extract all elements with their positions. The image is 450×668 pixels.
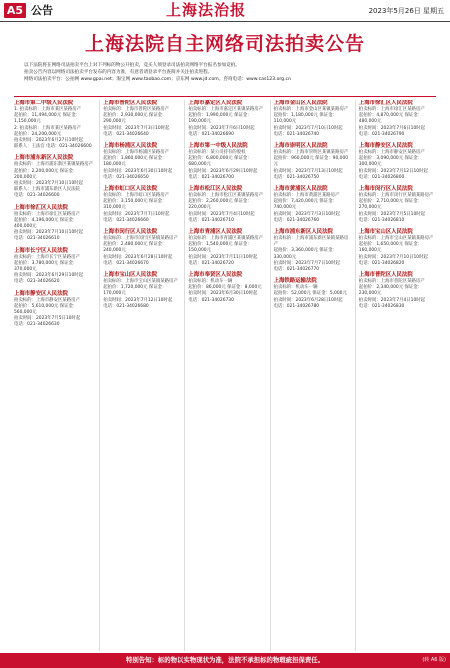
notice-line: 拍卖时间：2023年7月10日10时起 bbox=[14, 230, 84, 236]
notice-line: 联系人：王法官 电话：021-34026600 bbox=[14, 144, 92, 150]
issue-date: 2023年5月26日 星期五 bbox=[368, 7, 444, 15]
notice-line: 电话：021-34026640 bbox=[103, 131, 149, 137]
notice-line: 起拍价：11,494,000元 保证金：1,150,000元 bbox=[14, 113, 81, 125]
auction-notice bbox=[14, 100, 95, 150]
auction-notice bbox=[14, 248, 95, 286]
notice-column bbox=[355, 100, 436, 651]
court-name: 上海市普陀区人民法院 bbox=[358, 272, 413, 279]
notice-line: 电话：021-34026650 bbox=[103, 174, 149, 180]
notice-line: 电话：021-34026620 bbox=[14, 279, 60, 285]
court-name: 上海市闵行区人民法院 bbox=[103, 229, 158, 236]
notice-line: 拍卖时间：2023年6月29日10时起 bbox=[188, 168, 258, 174]
notice-line: 电话：021-34026690 bbox=[188, 131, 234, 137]
court-name: 上海市宝山区人民法院 bbox=[103, 272, 158, 279]
notice-column bbox=[184, 100, 265, 651]
notice-line: 起拍价：5,610,000元 保证金：560,000元 bbox=[14, 303, 78, 316]
notice-column bbox=[14, 100, 95, 651]
notice-line: 起拍价：3,150,000元 保证金：310,000元 bbox=[103, 199, 167, 211]
court-name: 上海市松江区人民法院 bbox=[188, 186, 243, 193]
notice-line: 起拍价：3,090,000元 保证金：300,000元 bbox=[358, 156, 423, 168]
court-name: 上海市崇明区人民法院 bbox=[273, 143, 328, 150]
notice-line: 拍卖标的：上海市杨浦区某路房产 bbox=[103, 150, 170, 156]
notice-line: 起拍价：2,930,000元 保证金：290,000元 bbox=[103, 113, 167, 125]
auction-notice bbox=[103, 100, 180, 138]
notice-line: 电话：021-34026820 bbox=[358, 260, 405, 266]
notice-line: 拍卖标的：上海市宝山区某镇某路房产 bbox=[103, 279, 178, 285]
court-name: 上海市嘉定区人民法院 bbox=[188, 100, 243, 106]
notice-line: 电话：021-34026720 bbox=[188, 260, 234, 266]
auction-notice bbox=[14, 291, 95, 329]
court-name: 上海市宝山区人民法院 bbox=[358, 229, 413, 236]
court-name: 上海市青浦区人民法院 bbox=[188, 229, 243, 236]
page-header bbox=[0, 0, 450, 22]
auction-notice bbox=[274, 229, 351, 273]
notice-line: 起拍价：2,200,000元 保证金：200,000元 bbox=[14, 168, 78, 180]
notice-line: 电话：021-34026740 bbox=[273, 131, 320, 137]
notice-line: 拍卖时间：2023年7月6日10时起 bbox=[358, 125, 426, 131]
notice-line: 拍卖标的：上海市徐汇区某路房产 bbox=[14, 211, 80, 217]
auction-notice bbox=[188, 186, 265, 224]
notice-line: 拍卖标的：上海市嘉定区某镇某路房产 bbox=[188, 107, 264, 112]
notice-line: 电话：021-34026760 bbox=[273, 217, 320, 223]
notice-line: 起拍价：4,196,000元 保证金：400,000元 bbox=[14, 217, 78, 230]
court-name: 上海市第二中级人民法院 bbox=[14, 100, 74, 106]
notice-line: 拍卖标的：上海市黄浦区某路房产 bbox=[273, 193, 340, 199]
notice-line: 拍卖时间：2023年6月28日10时起 bbox=[273, 297, 343, 303]
notice-line: 拍卖时间：2023年7月11日10时起 bbox=[188, 254, 258, 260]
notice-line: 拍卖标的：上海市浦东新区某镇某路房产 bbox=[14, 162, 94, 168]
newspaper-masthead: 上海法治报 bbox=[166, 1, 247, 19]
notice-line: 拍卖标的：上海市崇明区某镇某路房产 bbox=[273, 150, 349, 156]
notice-line: 联系人：上海市浦东新区人民法院 bbox=[14, 187, 80, 193]
auction-notice bbox=[359, 186, 436, 224]
notice-line: 电话：021-34026670 bbox=[103, 260, 149, 266]
auction-notice bbox=[274, 278, 351, 310]
notice-line: 拍卖标的：上海市浦东新区某镇某路房产 bbox=[273, 236, 349, 248]
court-name: 上海市普陀区人民法院 bbox=[103, 100, 158, 106]
auction-notice bbox=[274, 100, 351, 138]
footer-notice: 特别告知：标的物以实物现状为准，法院不承担标的物瑕疵担保责任。 bbox=[125, 656, 325, 664]
notice-line: 拍卖时间：2023年7月10日10时起 bbox=[14, 181, 84, 187]
auction-columns bbox=[14, 100, 436, 651]
notice-line: 拍卖时间：2023年7月3日10时起 bbox=[103, 125, 170, 131]
auction-notice bbox=[359, 143, 436, 181]
auction-notice bbox=[188, 100, 265, 138]
notice-line: 拍卖时间：2023年7月12日10时起 bbox=[103, 297, 173, 303]
notice-line: 拍卖时间：2023年6月29日10时起 bbox=[14, 273, 84, 279]
court-name: 上海市长宁区人民法院 bbox=[14, 247, 68, 254]
notice-line: 起拍价：1,860,000元 保证金：180,000元 bbox=[103, 156, 167, 168]
notice-line: 起拍价：6,800,000元 保证金：680,000元 bbox=[188, 156, 252, 168]
auction-notice bbox=[359, 272, 436, 310]
section-name: 公告 bbox=[31, 4, 53, 17]
court-name: 上海市金山区人民法院 bbox=[273, 100, 328, 106]
notice-line: 拍卖时间：2023年6月30日10时起 bbox=[188, 291, 258, 297]
notice-line: 拍卖时间：2023年7月7日10时起 bbox=[273, 260, 340, 266]
notice-line: 电话：021-34026800 bbox=[358, 174, 405, 180]
notice-line: 起拍价：1,180,000元 保证金：110,000元 bbox=[273, 113, 337, 125]
auction-notice bbox=[188, 143, 265, 181]
auction-notice bbox=[103, 229, 180, 267]
notice-line: 拍卖时间：2023年7月3日10时起 bbox=[273, 211, 340, 217]
notice-line: 电话：021-34026600 bbox=[14, 193, 60, 199]
notice-line: 电话：021-34026630 bbox=[14, 322, 60, 328]
section-divider bbox=[14, 96, 436, 97]
notice-line: 起拍价：1,990,000元 保证金：190,000元 bbox=[188, 113, 252, 125]
auction-notice bbox=[103, 272, 180, 310]
auction-notice bbox=[14, 205, 95, 243]
notice-line: 拍卖标的：上海市金山区某镇某路房产 bbox=[273, 107, 349, 112]
court-name: 上海市徐汇区人民法院 bbox=[358, 100, 413, 106]
notice-line: 拍卖时间：2023年7月10日10时起 bbox=[358, 254, 428, 260]
notice-line: 拍卖时间：2023年7月5日10时起 bbox=[14, 316, 81, 322]
notice-line: 拍卖时间：2023年6月27日10时起 bbox=[14, 138, 84, 144]
notice-line: 电话：021-34026810 bbox=[358, 217, 405, 223]
auction-notice bbox=[359, 229, 436, 267]
notice-line: 电话：021-34026770 bbox=[273, 267, 320, 273]
notice-line: 起拍价：2,480,000元 保证金：240,000元 bbox=[103, 242, 167, 254]
notice-line: 起拍价：7,420,000元 保证金：740,000元 bbox=[273, 199, 337, 211]
court-name: 上海市浦东新区人民法院 bbox=[273, 229, 333, 236]
notice-line: 起拍价：1,650,000元 保证金：160,000元 bbox=[358, 242, 423, 254]
notice-line: 拍卖标的：某公司持有的股权 bbox=[188, 150, 246, 156]
notice-line: 电话：021-34026780 bbox=[273, 303, 320, 309]
notice-line: 拍卖标的：上海市静安区某路房产 bbox=[14, 297, 80, 303]
notice-line: 拍卖时间：2023年7月13日10时起 bbox=[273, 168, 343, 174]
notice-line: 起拍价：3,360,000元 保证金：330,000元 bbox=[273, 248, 337, 260]
continued-note: (转 A6 版) bbox=[422, 657, 446, 663]
notice-line: 起拍价：24,200,000元 bbox=[14, 131, 62, 137]
notice-line: 起拍价：3,780,000元 保证金：370,000元 bbox=[14, 260, 78, 273]
intro-paragraph: 拍卖公告内容以网络司法拍卖平台发布的内容为准，有意者请登录平台查阅并关注拍卖进程。 bbox=[24, 70, 213, 75]
notice-column bbox=[270, 100, 351, 651]
auction-notice bbox=[103, 143, 180, 181]
notice-line: 电话：021-34026660 bbox=[103, 217, 149, 223]
notice-line: 起拍价：960,000元 保证金：90,000元 bbox=[273, 156, 349, 168]
court-name: 上海市静安区人民法院 bbox=[358, 143, 413, 150]
notice-line: 起拍价：1,720,000元 保证金：170,000元 bbox=[103, 285, 167, 297]
notice-line: 电话：021-34026700 bbox=[188, 174, 234, 180]
notice-line: 拍卖时间：2023年7月4日10时起 bbox=[188, 211, 255, 217]
notice-line: 拍卖时间：2023年7月5日10时起 bbox=[358, 211, 426, 217]
notice-line: 起拍价：52,000元 保证金：5,000元 bbox=[273, 291, 347, 297]
notice-line: 拍卖时间：2023年7月10日10时起 bbox=[273, 125, 343, 131]
court-name: 上海铁路运输法院 bbox=[273, 278, 317, 285]
notice-line: 拍卖标的：上海市徐汇区某路房产 bbox=[358, 107, 425, 112]
notice-line: 电话：021-34026830 bbox=[358, 303, 405, 309]
notice-line: 拍卖标的：上海市闵行区某镇某路房产 bbox=[103, 236, 178, 242]
court-name: 上海市静安区人民法院 bbox=[14, 290, 68, 297]
auction-notice bbox=[188, 272, 265, 304]
notice-line: 1. 拍卖标的：上海市某区某路房产 bbox=[14, 107, 82, 112]
notice-line: 拍卖标的：上海市闵行区某镇某路房产 bbox=[358, 193, 434, 199]
intro-text bbox=[14, 62, 436, 83]
notice-line: 拍卖时间：2023年7月6日10时起 bbox=[188, 125, 255, 131]
page-title: 上海法院自主网络司法拍卖公告 bbox=[84, 33, 365, 55]
court-name: 上海市虹口区人民法院 bbox=[103, 186, 158, 193]
notice-line: 拍卖标的：上海市宝山区某镇某路房产 bbox=[358, 236, 434, 242]
notice-line: 拍卖标的：上海市松江区某镇某路房产 bbox=[188, 193, 264, 199]
notice-line: 拍卖标的：机动车一辆 bbox=[273, 285, 318, 291]
notice-line: 拍卖标的：上海市青浦区某镇某路房产 bbox=[188, 236, 264, 242]
intro-paragraph: 网络司法拍卖平台：公拍网 www.gpai.net；淘宝网 www.taobao.com；京东网 www.jd.com。咨询电话：www.cas123.org.cn bbox=[24, 77, 291, 82]
page-number-badge: A5 bbox=[4, 3, 26, 18]
notice-line: 拍卖时间：2023年7月4日10时起 bbox=[358, 297, 426, 303]
notice-line: 拍卖时间：2023年6月30日10时起 bbox=[103, 168, 173, 174]
notice-line: 电话：021-34026750 bbox=[273, 174, 320, 180]
notice-line: 拍卖标的：上海市虹口区某路房产 bbox=[103, 193, 170, 199]
auction-notice bbox=[274, 186, 351, 224]
notice-line: 起拍价：2,340,000元 保证金：230,000元 bbox=[358, 285, 423, 297]
notice-line: 起拍价：4,870,000元 保证金：480,000元 bbox=[358, 113, 423, 125]
notice-line: 起拍价：2,260,000元 保证金：220,000元 bbox=[188, 199, 252, 211]
notice-line: 拍卖标的：上海市普陀区某路房产 bbox=[358, 279, 425, 285]
intro-paragraph: 以下法院将在网络司法拍卖平台上对下列标的物公开拍卖，竞买人须登录司法拍卖网络平台报名参加竞拍。 bbox=[24, 63, 240, 68]
notice-line: 起拍价：2,710,000元 保证金：270,000元 bbox=[358, 199, 423, 211]
notice-line: 电话：021-34026730 bbox=[188, 297, 234, 303]
notice-line: 起拍价：86,000元 保证金：8,000元 bbox=[188, 285, 262, 291]
court-name: 上海市徐汇区人民法院 bbox=[14, 204, 68, 211]
auction-notice bbox=[188, 229, 265, 267]
court-name: 上海市黄浦区人民法院 bbox=[273, 186, 328, 193]
notice-line: 拍卖标的：上海市静安区某路房产 bbox=[358, 150, 425, 156]
auction-notice bbox=[274, 143, 351, 181]
notice-line: 拍卖时间：2023年7月12日10时起 bbox=[358, 168, 428, 174]
court-name: 上海市奉贤区人民法院 bbox=[188, 272, 243, 279]
notice-line: 拍卖标的：上海市普陀区某路房产 bbox=[103, 107, 170, 112]
court-name: 上海市浦东新区人民法院 bbox=[14, 155, 74, 162]
notice-line: 起拍价：1,540,000元 保证金：150,000元 bbox=[188, 242, 252, 254]
notice-line: 电话：021-34026680 bbox=[103, 303, 149, 309]
notice-line: 电话：021-34026790 bbox=[358, 131, 405, 137]
notice-line: 2. 拍卖标的：上海市某区某路房产 bbox=[14, 125, 82, 131]
notice-line: 拍卖时间：2023年7月7日10时起 bbox=[103, 211, 170, 217]
notice-line: 拍卖标的：上海市长宁区某路房产 bbox=[14, 254, 80, 260]
notice-line: 拍卖标的：机动车一辆 bbox=[188, 279, 233, 285]
notice-line: 电话：021-34026710 bbox=[188, 217, 234, 223]
notice-column bbox=[99, 100, 180, 651]
notice-line: 拍卖时间：2023年6月28日10时起 bbox=[103, 254, 173, 260]
notice-line: 电话：021-34026610 bbox=[14, 236, 60, 242]
auction-notice bbox=[359, 100, 436, 138]
court-name: 上海市第一中级人民法院 bbox=[188, 143, 248, 150]
page-footer bbox=[0, 653, 450, 668]
auction-notice bbox=[103, 186, 180, 224]
court-name: 上海市杨浦区人民法院 bbox=[103, 143, 158, 150]
auction-notice bbox=[14, 155, 95, 199]
court-name: 上海市闵行区人民法院 bbox=[358, 186, 413, 193]
